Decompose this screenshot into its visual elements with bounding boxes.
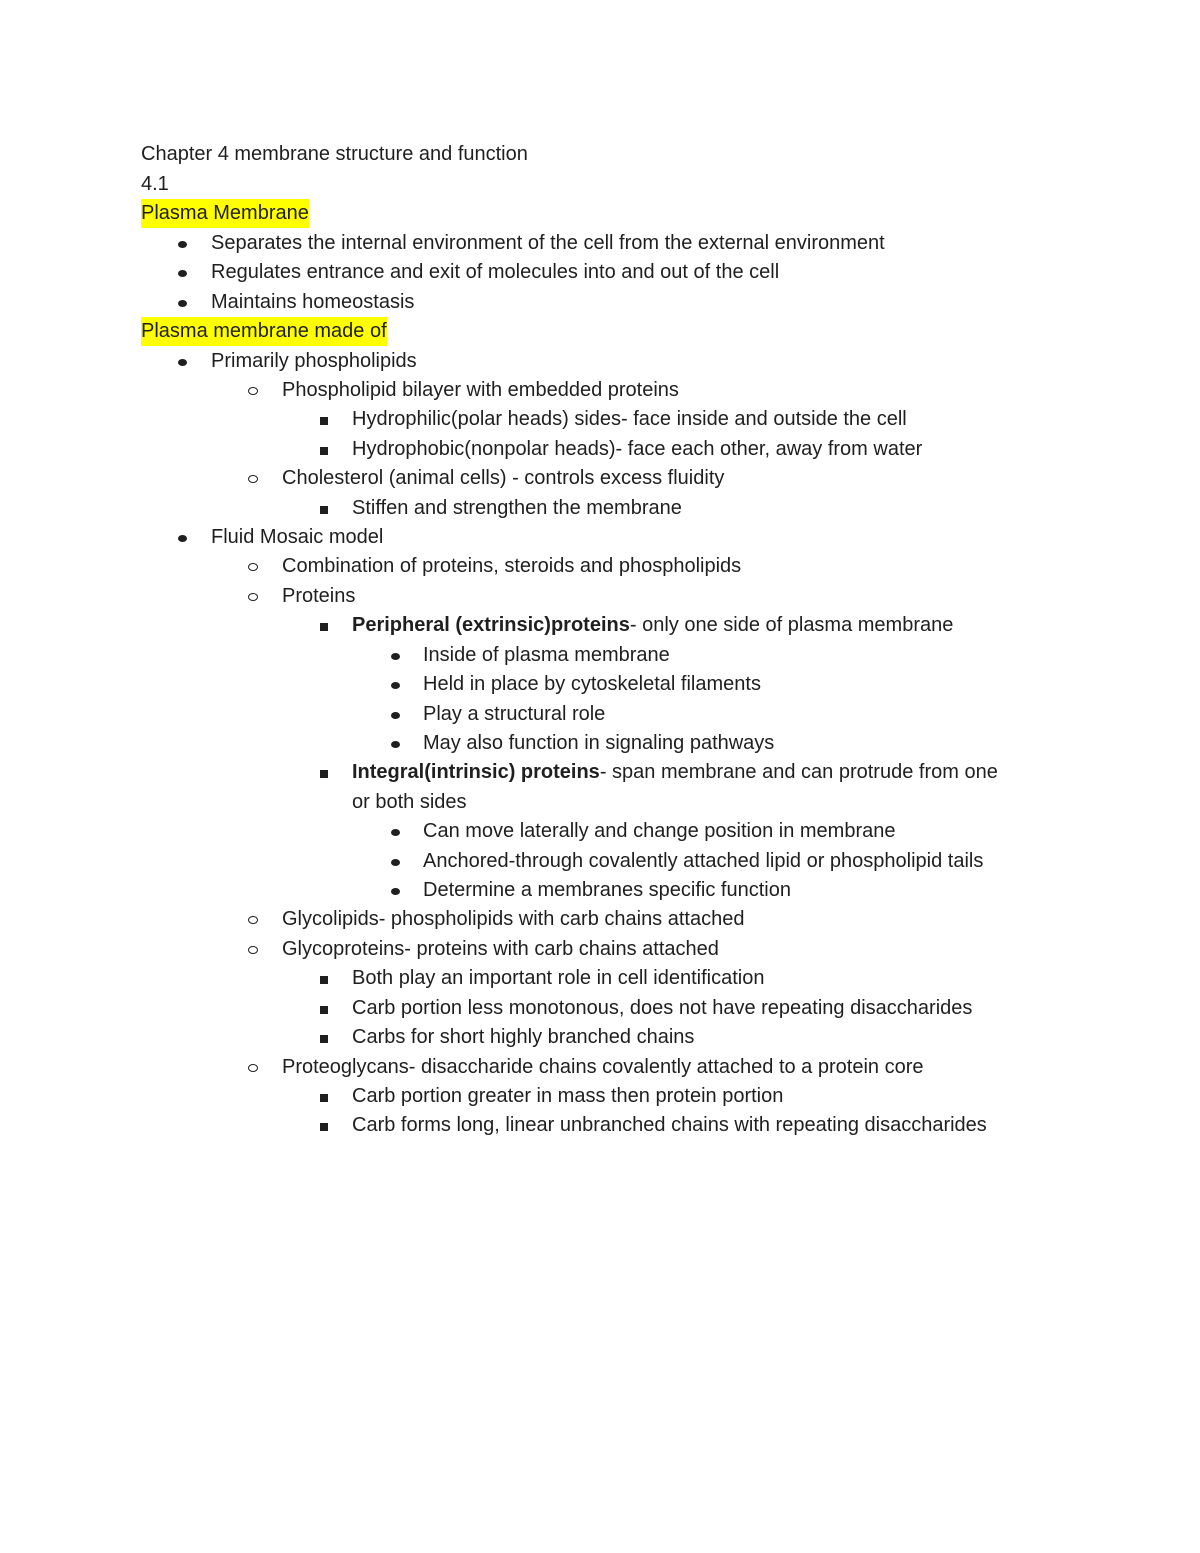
bullet-square-icon [317, 1082, 337, 1111]
bullet-dot-icon [388, 817, 408, 846]
list-item-text [352, 758, 998, 787]
bullet-dot-icon [175, 258, 195, 287]
list-item-text: Carb portion greater in mass then protein portion [352, 1085, 784, 1107]
term-description: - span membrane and can protrude from one [599, 761, 998, 783]
list-item-text: Carb portion less monotonous, does not have repeating disaccharides [352, 997, 973, 1019]
bullet-square-icon [317, 994, 337, 1023]
bullet-dot-icon [388, 641, 408, 670]
list-item-text: Play a structural role [423, 703, 606, 725]
list-item-text: Proteoglycans- disaccharide chains covalently attached to a protein core [282, 1056, 924, 1078]
bullet-square-icon [317, 494, 337, 523]
list-item-text: Phospholipid bilayer with embedded proteins [282, 379, 679, 401]
bullet-circle-icon [246, 1053, 266, 1082]
list-item-text: Fluid Mosaic model [211, 526, 384, 548]
bullet-dot-icon [388, 876, 408, 905]
bullet-circle-icon [246, 464, 266, 493]
list-item-text: Both play an important role in cell identification [352, 967, 765, 989]
bullet-dot-icon [175, 347, 195, 376]
list-item-text: Hydrophilic(polar heads) sides- face inside and outside the cell [352, 408, 907, 430]
bullet-square-icon [317, 1111, 337, 1140]
bullet-square-icon [317, 1023, 337, 1052]
document-title: Chapter 4 membrane structure and function [141, 143, 528, 165]
list-item-text: Can move laterally and change position in membrane [423, 820, 896, 842]
section-number: 4.1 [141, 173, 169, 195]
list-item-text: Carb forms long, linear unbranched chains with repeating disaccharides [352, 1114, 987, 1136]
bullet-dot-icon [388, 847, 408, 876]
heading-membrane-made-of: Plasma membrane made of [141, 317, 387, 346]
bullet-dot-icon [388, 670, 408, 699]
bullet-circle-icon [246, 935, 266, 964]
bullet-dot-icon [388, 729, 408, 758]
term-peripheral-proteins: Peripheral (extrinsic)proteins [352, 614, 630, 636]
list-item-text [352, 611, 953, 640]
list-item-text: Cholesterol (animal cells) - controls excess fluidity [282, 467, 725, 489]
list-item-text: Maintains homeostasis [211, 291, 415, 313]
list-item-text: Regulates entrance and exit of molecules into and out of the cell [211, 261, 780, 283]
bullet-circle-icon [246, 582, 266, 611]
term-integral-proteins: Integral(intrinsic) proteins [352, 761, 600, 783]
list-item-text: Inside of plasma membrane [423, 644, 670, 666]
list-item-text: Anchored-through covalently attached lipid or phospholipid tails [423, 850, 984, 872]
bullet-square-icon [317, 964, 337, 993]
bullet-circle-icon [246, 905, 266, 934]
list-item-text: Carbs for short highly branched chains [352, 1026, 695, 1048]
term-description: - only one side of plasma membrane [629, 614, 954, 636]
bullet-dot-icon [175, 288, 195, 317]
list-item-text: Stiffen and strengthen the membrane [352, 497, 682, 519]
list-item-text: Separates the internal environment of the cell from the external environment [211, 232, 885, 254]
list-item-text: Hydrophobic(nonpolar heads)- face each other, away from water [352, 438, 923, 460]
list-item-text: Determine a membranes specific function [423, 879, 791, 901]
bullet-circle-icon [246, 376, 266, 405]
list-item-text: Held in place by cytoskeletal filaments [423, 673, 761, 695]
bullet-dot-icon [175, 229, 195, 258]
bullet-square-icon [317, 758, 337, 787]
bullet-square-icon [317, 611, 337, 640]
list-item-text: Glycoproteins- proteins with carb chains attached [282, 938, 719, 960]
list-item-text: Primarily phospholipids [211, 350, 417, 372]
list-item-text: Glycolipids- phospholipids with carb chains attached [282, 908, 745, 930]
list-item-text: or both sides [352, 791, 467, 813]
bullet-dot-icon [388, 700, 408, 729]
list-item-text: Proteins [282, 585, 356, 607]
bullet-square-icon [317, 405, 337, 434]
list-item-text: Combination of proteins, steroids and phospholipids [282, 555, 742, 577]
heading-plasma-membrane: Plasma Membrane [141, 199, 309, 228]
bullet-dot-icon [175, 523, 195, 552]
bullet-circle-icon [246, 552, 266, 581]
list-item-text: May also function in signaling pathways [423, 732, 775, 754]
bullet-square-icon [317, 435, 337, 464]
